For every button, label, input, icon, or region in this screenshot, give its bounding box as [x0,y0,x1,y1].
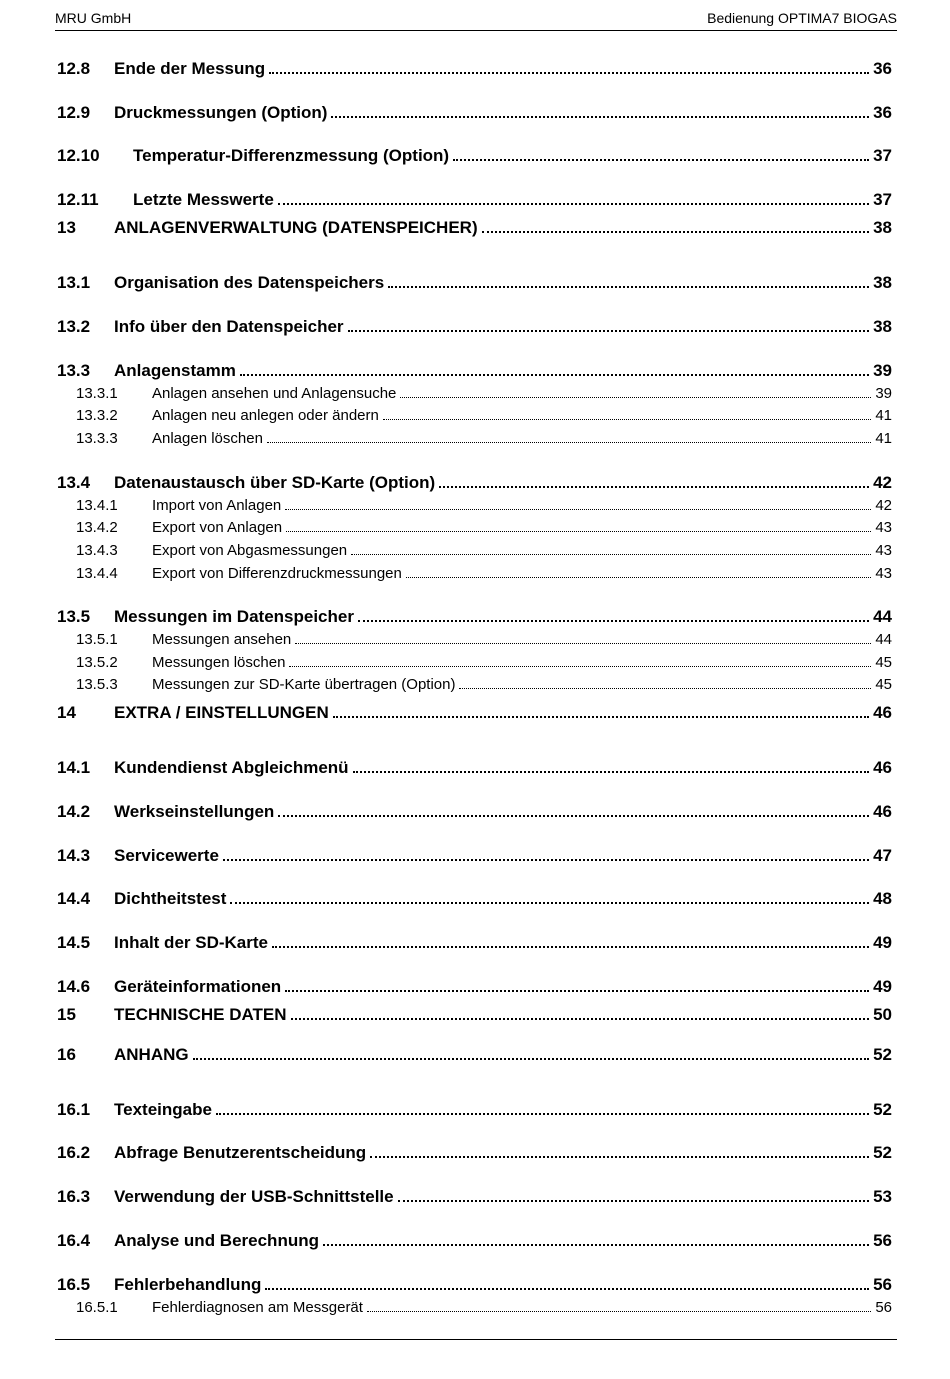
toc-title: Abfrage Benutzerentscheidung [114,1143,367,1162]
toc-title: Anlagenstamm [114,361,236,380]
toc-title: Geräteinformationen [114,977,282,996]
toc-number: 12.11 [57,190,99,209]
toc-leader [348,308,870,332]
toc-title: Messungen zur SD-Karte übertragen (Option) [152,676,456,693]
toc-leader [333,694,869,718]
toc-entry[interactable] [57,932,892,954]
toc-leader [193,1036,869,1060]
page-header [55,8,897,31]
toc-title: Werkseinstellungen [114,802,275,821]
toc-entry[interactable] [57,1044,892,1066]
toc-leader [230,880,869,904]
toc-entry[interactable] [57,189,892,211]
toc-title: Anlagen ansehen und Anlagensuche [152,385,397,402]
toc-subentry[interactable] [76,563,892,585]
toc-page: 41 [875,407,892,424]
toc-leader [323,1222,869,1246]
toc-title: TECHNISCHE DATEN [114,1005,287,1024]
toc-leader [398,1178,869,1202]
toc-page: 36 [873,103,892,122]
toc-number: 16 [57,1045,76,1064]
toc-title: Anlagen neu anlegen oder ändern [152,407,379,424]
toc-entry[interactable] [57,1230,892,1252]
toc-entry[interactable] [57,1099,892,1121]
toc-title: Texteingabe [114,1100,212,1119]
toc-leader [286,509,871,532]
toc-entry[interactable] [57,272,892,294]
toc-entry[interactable] [57,702,892,724]
toc-title: Import von Anlagen [152,497,282,514]
toc-leader [289,644,871,667]
toc-number: 13 [57,218,76,237]
toc-leader [285,968,869,992]
toc-page: 39 [875,385,892,402]
toc-page: 37 [873,146,892,165]
toc-leader [272,924,869,948]
toc-leader [278,181,869,205]
toc-subentry[interactable] [76,428,892,450]
toc-number: 16.1 [57,1100,91,1119]
toc-title: Export von Anlagen [152,519,283,536]
toc-page: 46 [873,703,892,722]
toc-page: 39 [873,361,892,380]
toc-entry[interactable] [57,145,892,167]
toc-leader [267,420,871,443]
toc-title: Info über den Datenspeicher [114,317,344,336]
toc-title: Messungen im Datenspeicher [114,607,354,626]
toc-title: Druckmessungen (Option) [114,103,328,122]
toc-title: Ende der Messung [114,59,266,78]
toc-title: Export von Differenzdruckmessungen [152,565,402,582]
toc-leader [291,996,870,1020]
toc-number: 13.5.2 [76,654,118,671]
toc-leader [388,264,869,288]
toc-number: 12.9 [57,103,91,122]
toc-number: 13.3 [57,361,91,380]
toc-number: 14.6 [57,977,91,996]
toc-number: 13.5.3 [76,676,118,693]
toc-number: 12.10 [57,146,100,165]
toc-number: 14.4 [57,889,91,908]
toc-number: 13.3.3 [76,430,118,447]
toc-entry[interactable] [57,316,892,338]
toc-number: 14.2 [57,802,91,821]
toc-leader [459,666,871,689]
toc-title: EXTRA / EINSTELLUNGEN [114,703,329,722]
toc-entry[interactable] [57,217,892,239]
toc-number: 13.1 [57,273,91,292]
toc-title: ANHANG [114,1045,189,1064]
toc-leader [265,1266,869,1290]
toc-number: 13.4.1 [76,497,118,514]
toc-entry[interactable] [57,58,892,80]
toc-page: 36 [873,59,892,78]
toc-number: 16.5 [57,1275,91,1294]
toc-entry[interactable] [57,757,892,779]
toc-leader [439,464,869,488]
toc-number: 14.1 [57,758,91,777]
toc-number: 16.2 [57,1143,91,1162]
toc-leader [295,621,871,644]
toc-page: 37 [873,190,892,209]
toc-leader [367,1289,871,1312]
toc-page: 48 [873,889,892,908]
toc-leader [278,793,869,817]
header-document-title: Bedienung OPTIMA7 BIOGAS [707,10,897,26]
toc-page: 49 [873,933,892,952]
toc-page: 38 [873,317,892,336]
toc-subentry[interactable] [76,1297,892,1319]
toc-page: 41 [875,430,892,447]
toc-number: 15 [57,1005,76,1024]
toc-page: 42 [875,497,892,514]
toc-number: 14.3 [57,846,91,865]
toc-leader [285,487,871,510]
toc-title: Inhalt der SD-Karte [114,933,268,952]
toc-title: Export von Abgasmessungen [152,542,348,559]
toc-number: 13.3.1 [76,385,118,402]
toc-title: Analyse und Berechnung [114,1231,319,1250]
toc-title: Anlagen löschen [152,430,263,447]
toc-leader [223,837,869,861]
toc-entry[interactable] [57,1004,892,1026]
toc-leader [331,94,869,118]
toc-leader [216,1091,869,1115]
toc-title: Verwendung der USB-Schnittstelle [114,1187,394,1206]
toc-entry[interactable] [57,976,892,998]
toc-page: 45 [875,654,892,671]
toc-page: 38 [873,273,892,292]
toc-number: 16.4 [57,1231,91,1250]
toc-entry[interactable] [57,845,892,867]
toc-page: 49 [873,977,892,996]
toc-number: 13.3.2 [76,407,118,424]
toc-page: 56 [873,1275,892,1294]
toc-number: 13.4 [57,473,91,492]
toc-number: 13.5.1 [76,631,118,648]
toc-leader [383,397,871,420]
toc-page: 42 [873,473,892,492]
toc-page: 52 [873,1045,892,1064]
toc-number: 13.4.3 [76,542,118,559]
toc-title: Organisation des Datenspeichers [114,273,385,292]
toc-entry[interactable] [57,1186,892,1208]
toc-leader [482,209,869,233]
toc-page: 44 [873,607,892,626]
toc-leader [370,1134,869,1158]
toc-page: 47 [873,846,892,865]
toc-number: 14 [57,703,76,722]
toc-page: 52 [873,1143,892,1162]
toc-title: Messungen ansehen [152,631,292,648]
toc-page: 43 [875,542,892,559]
toc-title: Fehlerbehandlung [114,1275,262,1294]
toc-subentry[interactable] [76,674,892,696]
toc-page: 44 [875,631,892,648]
toc-entry[interactable] [57,801,892,823]
toc-title: Letzte Messwerte [133,190,274,209]
toc-number: 16.3 [57,1187,91,1206]
toc-entry[interactable] [57,1142,892,1164]
toc-number: 13.2 [57,317,91,336]
toc-number: 13.4.4 [76,565,118,582]
toc-leader [453,137,869,161]
toc-number: 13.5 [57,607,91,626]
toc-leader [400,375,871,398]
toc-number: 14.5 [57,933,91,952]
toc-title: Messungen löschen [152,654,286,671]
toc-leader [353,749,870,773]
toc-title: Servicewerte [114,846,219,865]
toc-entry[interactable] [57,888,892,910]
toc-title: Fehlerdiagnosen am Messgerät [152,1299,363,1316]
toc-leader [406,555,871,578]
header-company: MRU GmbH [55,10,132,26]
toc-page: 46 [873,802,892,821]
toc-title: Kundendienst Abgleichmenü [114,758,349,777]
toc-page: 53 [873,1187,892,1206]
toc-number: 12.8 [57,59,91,78]
toc-page: 43 [875,519,892,536]
toc-leader [351,532,871,555]
toc-leader [358,598,869,622]
toc-title: Datenaustausch über SD-Karte (Option) [114,473,436,492]
toc-title: ANLAGENVERWALTUNG (DATENSPEICHER) [114,218,478,237]
toc-page: 52 [873,1100,892,1119]
toc-number: 16.5.1 [76,1299,118,1316]
toc-page: 46 [873,758,892,777]
toc-page: 50 [873,1005,892,1024]
toc-page: 45 [875,676,892,693]
toc-leader [240,352,869,376]
toc-page: 43 [875,565,892,582]
toc-title: Dichtheitstest [114,889,227,908]
toc-leader [269,50,869,74]
toc-page: 56 [873,1231,892,1250]
toc-title: Temperatur-Differenzmessung (Option) [133,146,450,165]
footer-divider [55,1339,897,1340]
toc-page: 56 [875,1299,892,1316]
toc-number: 13.4.2 [76,519,118,536]
toc-page: 38 [873,218,892,237]
toc-entry[interactable] [57,102,892,124]
